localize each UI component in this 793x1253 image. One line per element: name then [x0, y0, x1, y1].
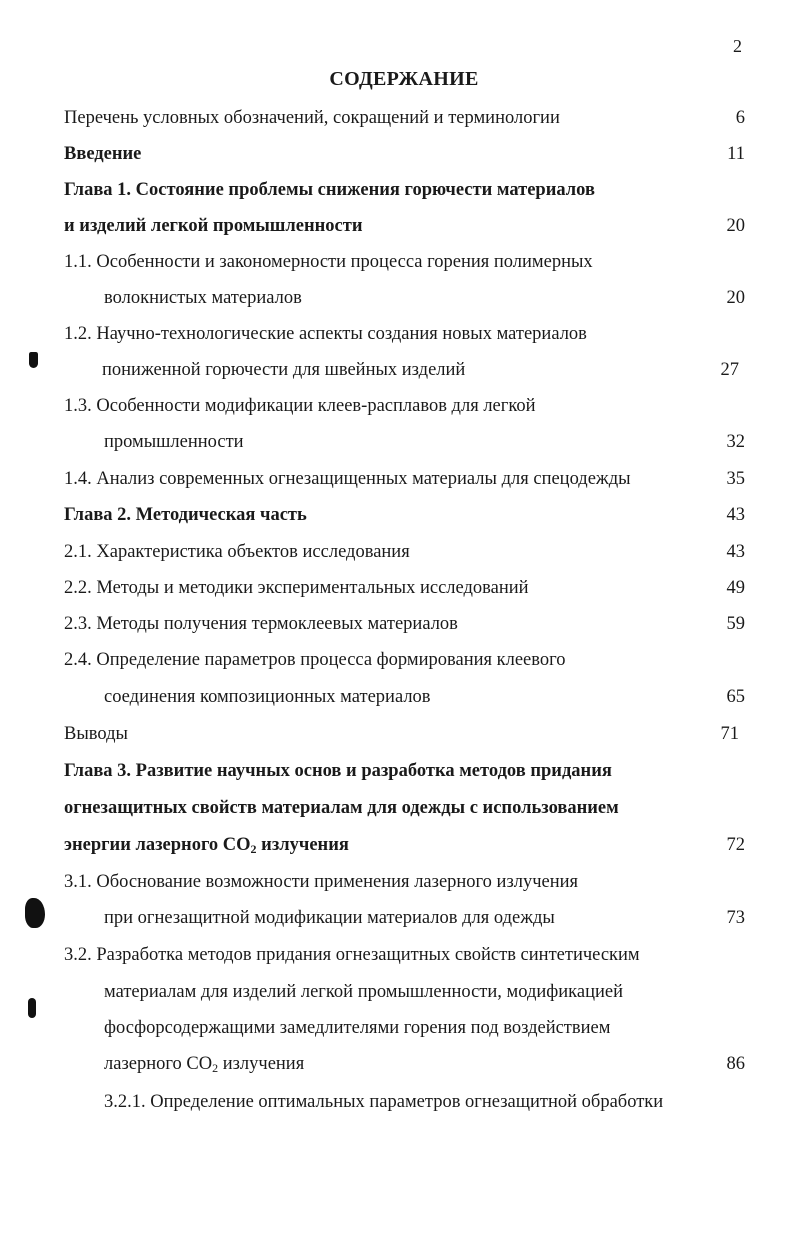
toc-entry: [0, 244, 793, 280]
toc-entry-text: 3.2.1. Определение оптимальных параметров огнезащитной обработки: [104, 1092, 664, 1112]
toc-entry-page: 43: [726, 505, 745, 525]
scan-mark: [25, 898, 45, 928]
toc-entry-text: Выводы: [64, 724, 128, 744]
toc-entry-page: 11: [727, 144, 745, 164]
page-number: 2: [733, 36, 742, 56]
toc-entry: [0, 937, 793, 973]
toc-entry: [0, 827, 793, 863]
scan-mark: [28, 998, 36, 1018]
toc-entry-page: 65: [726, 687, 745, 707]
toc-entry-page: 20: [726, 216, 745, 236]
toc-entry-page: 59: [726, 614, 745, 634]
toc-entry-text: огнезащитных свойств материалам для одежды с использованием: [64, 798, 619, 818]
toc-entry: [0, 208, 793, 244]
toc-entry-text: Глава 3. Развитие научных основ и разработка методов придания: [64, 761, 612, 781]
toc-entry-page: 35: [726, 469, 745, 489]
toc-entry-text: Перечень условных обозначений, сокращений и терминологии: [64, 108, 560, 128]
toc-entry: [0, 864, 793, 900]
toc-entry-text: [104, 1046, 304, 1082]
toc-entry-text: 2.1. Характеристика объектов исследования: [64, 542, 410, 562]
toc-entry-page: 71: [720, 724, 739, 744]
toc-entry: [0, 606, 793, 642]
toc-entry: [0, 388, 793, 424]
toc-entry: [0, 1084, 793, 1120]
toc-entry-text: Глава 2. Методическая часть: [64, 505, 307, 525]
toc-entry: [0, 316, 793, 352]
toc-entry-text: при огнезащитной модификации материалов для одежды: [104, 908, 555, 928]
toc-entry: [0, 461, 793, 497]
toc-entry-text: 1.4. Анализ современных огнезащищенных материалы для спецодежды: [64, 469, 631, 489]
subscript: 2: [250, 842, 257, 856]
toc-entry: [0, 424, 793, 460]
toc-entry-text: и изделий легкой промышленности: [64, 216, 363, 236]
toc-entry-text: 3.2. Разработка методов придания огнезащитных свойств синтетическим: [64, 945, 640, 965]
toc-entry-text: материалам для изделий легкой промышленности, модификацией: [104, 982, 623, 1002]
toc-entry: [0, 534, 793, 570]
toc-entry-text: 1.1. Особенности и закономерности процесса горения полимерных: [64, 252, 593, 272]
toc-entry: [0, 136, 793, 172]
toc-entry: [0, 900, 793, 936]
toc-entry: [0, 716, 793, 752]
toc-entry: [0, 352, 793, 388]
toc-entry-page: 86: [726, 1054, 745, 1074]
scan-mark: [29, 352, 38, 368]
toc-entry-page: 27: [720, 360, 739, 380]
toc-entry-text: 1.3. Особенности модификации клеев-расплавов для легкой: [64, 396, 536, 416]
toc-entry-text: промышленности: [104, 432, 244, 452]
toc-entry-page: 20: [726, 288, 745, 308]
toc-entry-text-part: излучения: [218, 1054, 305, 1074]
toc-entry: [0, 172, 793, 208]
toc-entry-text: 1.2. Научно-технологические аспекты создания новых материалов: [64, 324, 587, 344]
toc-entry-page: 49: [726, 578, 745, 598]
toc-entry-text: Введение: [64, 144, 142, 164]
toc-entry: [0, 1046, 793, 1082]
toc-entry-text-part: энергии лазерного CO: [64, 835, 251, 855]
toc-entry-text: [64, 827, 349, 863]
toc-entry: [0, 570, 793, 606]
toc-entry-page: 6: [735, 108, 745, 128]
toc-entry: [0, 679, 793, 715]
toc-entry-text: 2.2. Методы и методики экспериментальных исследований: [64, 578, 529, 598]
toc-entry-text-part: излучения: [256, 835, 349, 855]
toc-entry: [0, 642, 793, 678]
toc-entry: [0, 280, 793, 316]
subscript: 2: [212, 1061, 219, 1075]
toc-entry: [0, 100, 793, 136]
toc-entry: [0, 1010, 793, 1046]
toc-entry: [0, 974, 793, 1010]
toc-entry-page: 43: [726, 542, 745, 562]
toc-entry: [0, 497, 793, 533]
toc-entry-text: Глава 1. Состояние проблемы снижения горючести материалов: [64, 180, 595, 200]
toc-entry-page: 72: [726, 835, 745, 855]
toc-entry: [0, 790, 793, 826]
toc-entry-page: 32: [726, 432, 745, 452]
toc-entry: [0, 753, 793, 789]
toc-entry-page: 73: [726, 908, 745, 928]
toc-entry-text: фосфорсодержащими замедлителями горения под воздействием: [104, 1018, 611, 1038]
toc-entry-text: 2.4. Определение параметров процесса формирования клеевого: [64, 650, 566, 670]
toc-entry-text: соединения композиционных материалов: [104, 687, 431, 707]
toc-entry-text-part: лазерного CO: [104, 1054, 213, 1074]
toc-entry-text: волокнистых материалов: [104, 288, 302, 308]
toc-entry-text: 3.1. Обоснование возможности применения лазерного излучения: [64, 872, 579, 892]
toc-entry-text: 2.3. Методы получения термоклеевых материалов: [64, 614, 458, 634]
page-title: СОДЕРЖАНИЕ: [329, 68, 479, 90]
toc-entry-text: пониженной горючести для швейных изделий: [102, 360, 466, 380]
